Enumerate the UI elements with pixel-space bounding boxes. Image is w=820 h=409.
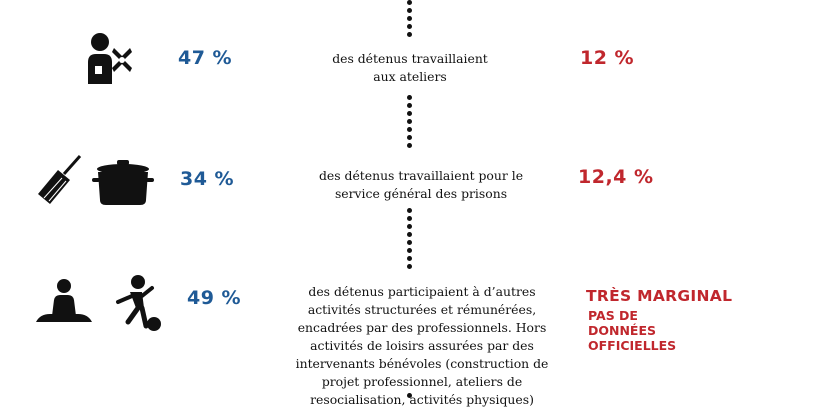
football-player-icon <box>108 274 164 332</box>
cooking-pot-icon <box>92 160 154 206</box>
dotted-connector-2 <box>406 208 412 272</box>
row3-right-value-sub: PAS DE DONNÉES OFFICIELLES <box>588 308 677 353</box>
row2-left-value: 34 % <box>180 168 235 190</box>
row3-left-value: 49 % <box>187 287 242 309</box>
row1-left-value: 47 % <box>178 47 233 69</box>
meditation-icon <box>36 278 92 326</box>
dotted-connector-top <box>406 0 412 40</box>
worker-tools-icon <box>86 32 134 84</box>
row3-description: des détenus participaient à d’autres activités structurées et rémunérées, encadrées par des professionnels. Hors activités de loisirs assurées par des intervenants bénévoles (construction de projet professionnel, ateliers de resocialisation, activités physiques) <box>295 284 549 407</box>
row3-right-value-main: TRÈS MARGINAL <box>586 287 733 305</box>
row1-right-value: 12 % <box>580 47 635 69</box>
row1-description: des détenus travaillaient aux ateliers <box>332 51 488 84</box>
row2-description: des détenus travaillaient pour le service général des prisons <box>318 168 524 201</box>
broom-icon <box>36 154 84 206</box>
dotted-connector-1 <box>406 95 412 151</box>
row2-right-value: 12,4 % <box>578 166 654 188</box>
